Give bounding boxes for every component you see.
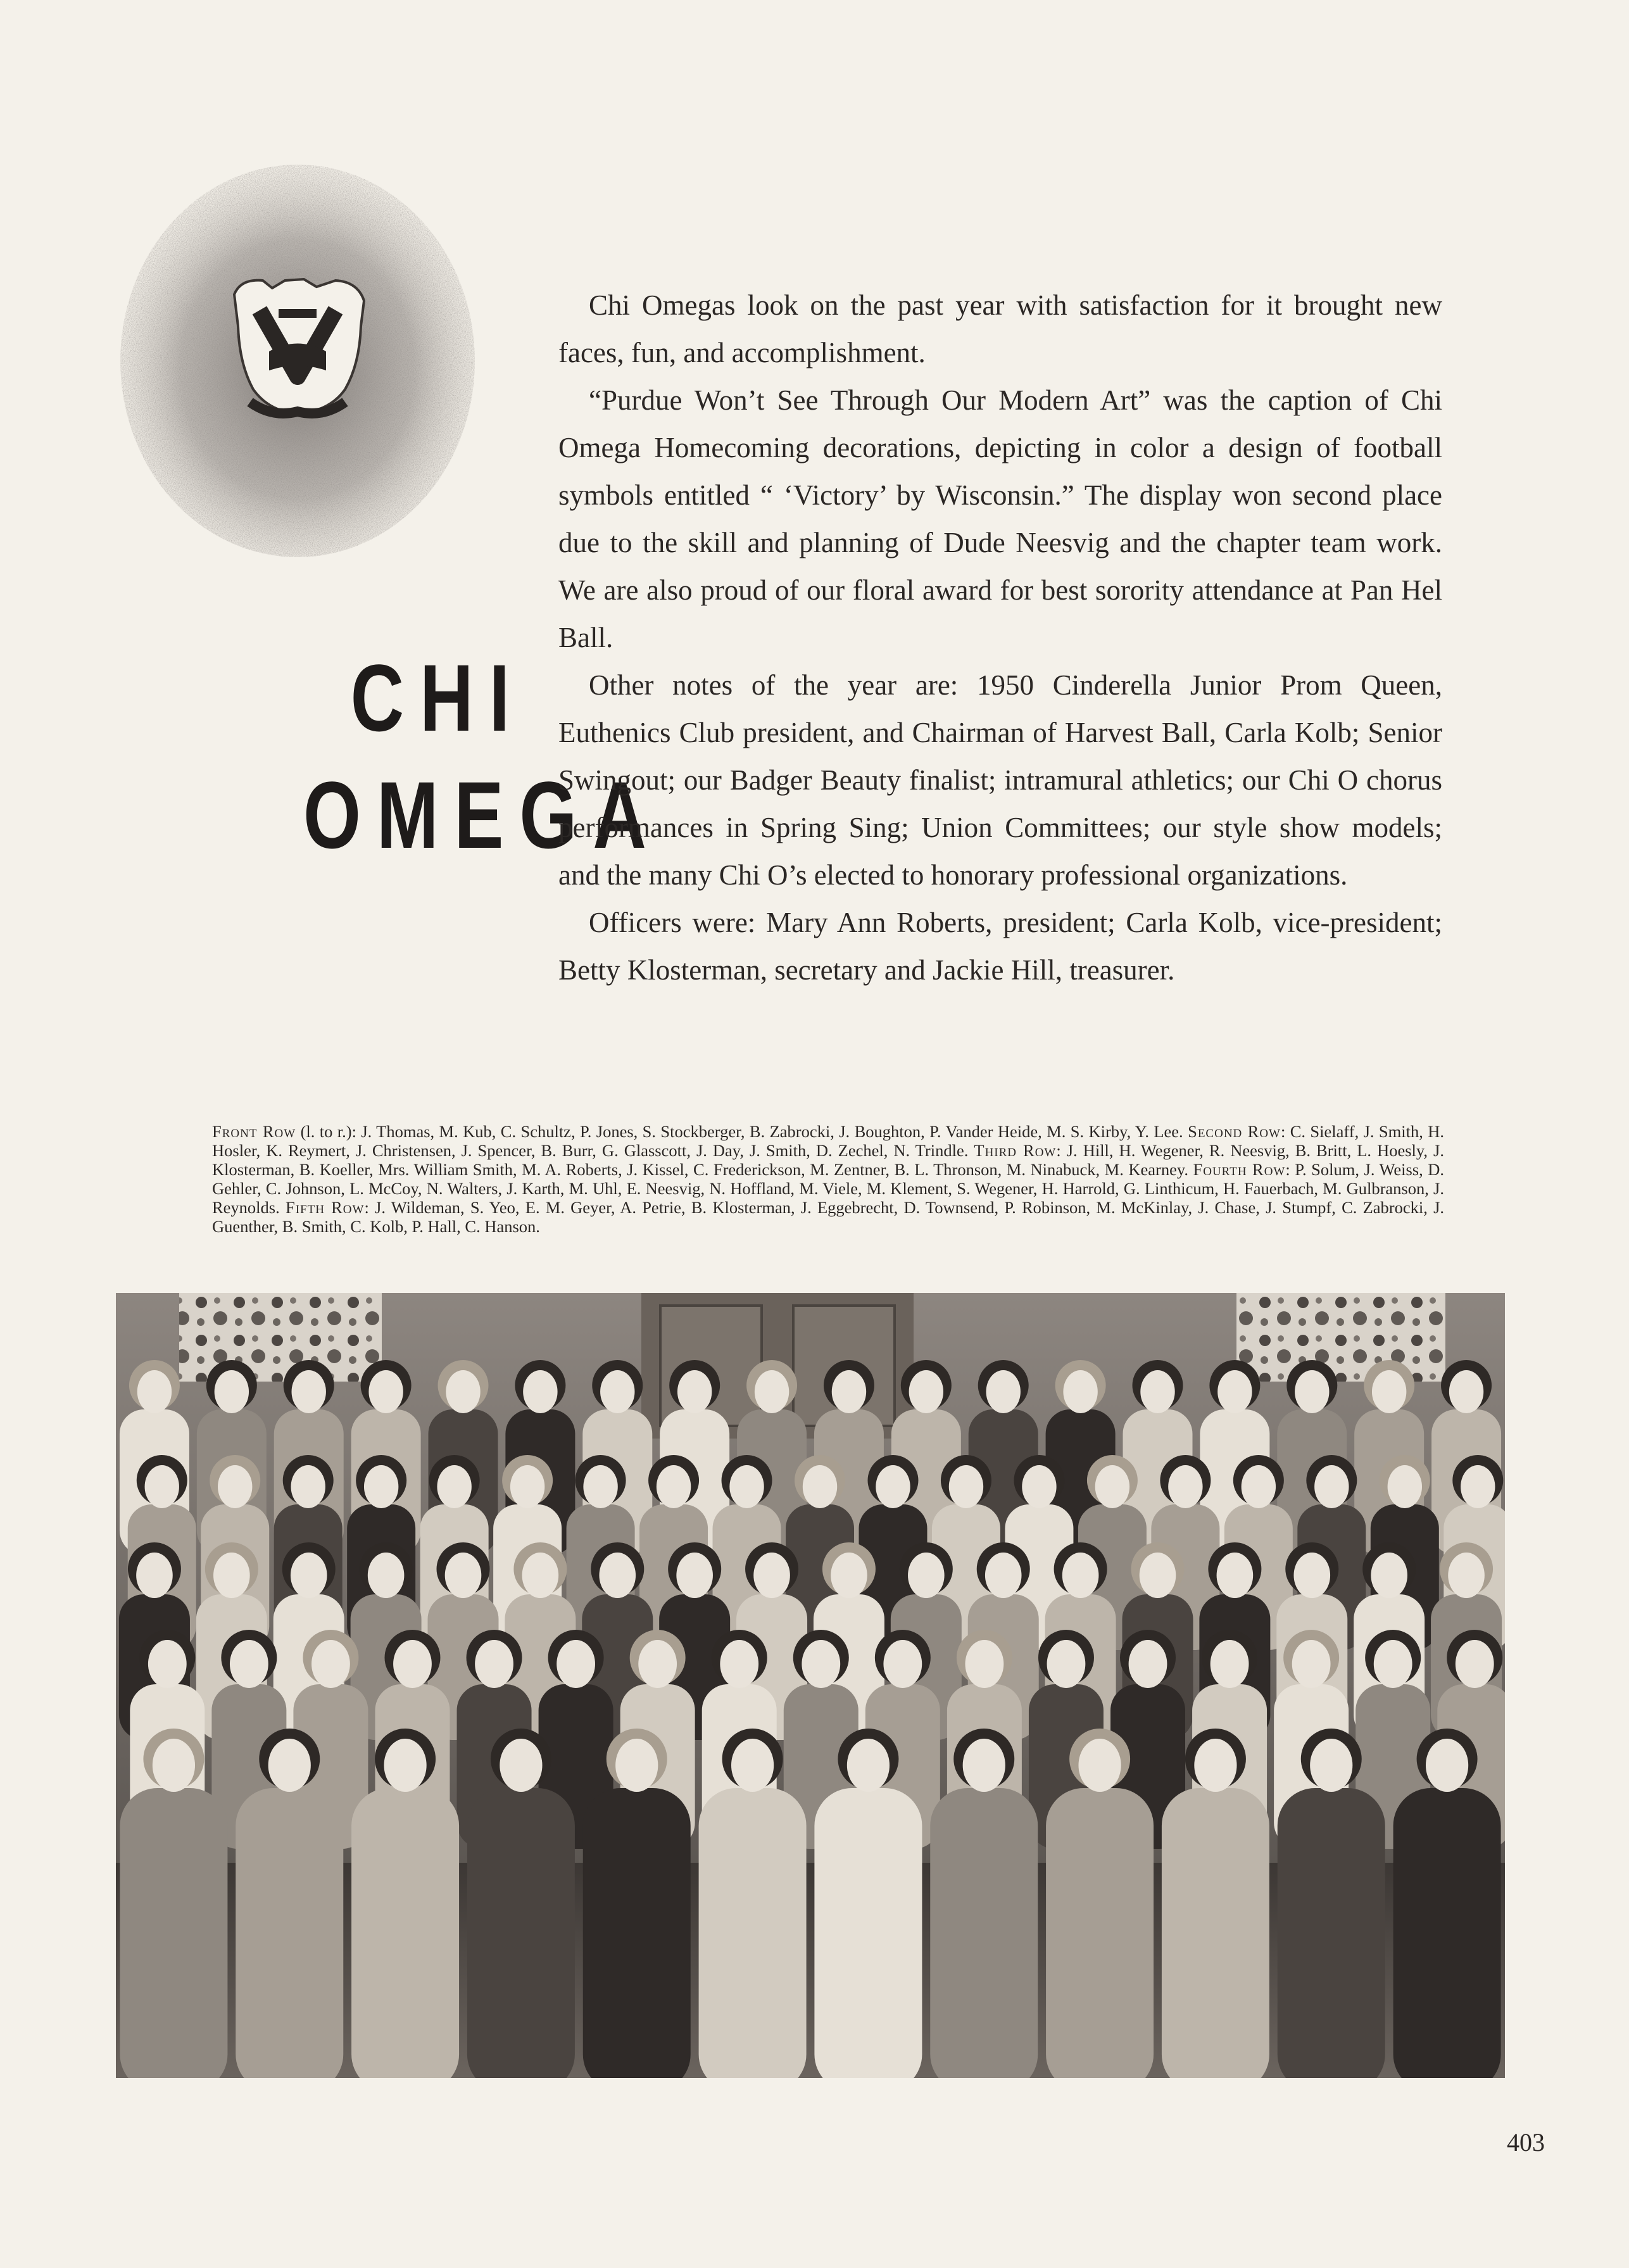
person-face	[1293, 1553, 1330, 1598]
person-face	[1022, 1465, 1056, 1508]
person-face	[523, 1370, 557, 1413]
person-face	[1217, 1370, 1252, 1413]
person-face	[1456, 1640, 1494, 1688]
person-face	[1140, 1553, 1176, 1598]
page-number: 403	[1507, 2128, 1545, 2157]
person-face	[522, 1553, 559, 1598]
third-row-names: : J. Hill, H. Wegener, R. Neesvig, B. Britt, L. Hoesly, J. Klosterman, B. Koeller, Mrs. William Smith, M. A. Roberts, J. Kissel, C. Frederickson, M. Zentner, B. L. Thronson, M. Ninabuck, M. Kearney.	[212, 1141, 1444, 1179]
person-face	[1374, 1640, 1412, 1688]
person-face	[753, 1553, 790, 1598]
person-face	[1063, 1370, 1097, 1413]
group-photo-image	[116, 1293, 1505, 2078]
person-face	[368, 1553, 405, 1598]
person-face	[720, 1640, 758, 1688]
person-face	[136, 1553, 173, 1598]
person-body	[583, 1788, 691, 2078]
person-face	[1095, 1465, 1129, 1508]
chi-omega-crest-illustration	[114, 146, 481, 564]
title-line-chi: CHI	[350, 645, 525, 751]
person-face	[908, 1553, 945, 1598]
person-face	[1211, 1640, 1249, 1688]
person-face	[145, 1465, 179, 1508]
person-body	[1046, 1788, 1154, 2078]
person-face	[1217, 1553, 1254, 1598]
person-face	[364, 1465, 398, 1508]
body-paragraph: “Purdue Won’t See Through Our Modern Art” was the caption of Chi Omega Homecoming decorations, depicting in color a design of football symbols entitled “ ‘Victory’ by Wisconsin.” The display won second place due to the skill and planning of Dude Neesvig and the chapter team work. We are also proud of our floral award for best sorority attendance at Pan Hel Ball.	[558, 384, 1442, 653]
fifth-row-label: Fifth Row	[285, 1198, 365, 1217]
person-face	[1314, 1465, 1349, 1508]
person-face	[213, 1553, 250, 1598]
title-line-omega: OMEGA	[303, 762, 662, 868]
person-face	[883, 1640, 922, 1688]
person-face	[963, 1739, 1005, 1792]
body-text	[558, 282, 1442, 994]
person-face	[1372, 1370, 1406, 1413]
person-face	[677, 1370, 712, 1413]
person-body	[120, 1788, 227, 2078]
person-face	[1448, 1553, 1485, 1598]
person-face	[729, 1465, 764, 1508]
person-face	[557, 1640, 595, 1688]
person-face	[985, 1553, 1022, 1598]
person-face	[1449, 1370, 1483, 1413]
person-face	[615, 1739, 658, 1792]
person-face	[832, 1370, 866, 1413]
body-paragraph: Chi Omegas look on the past year with satisfaction for it brought new faces, fun, and accomplishment.	[558, 289, 1442, 369]
person-face	[1310, 1739, 1352, 1792]
person-face	[268, 1739, 311, 1792]
person-face	[1062, 1553, 1099, 1598]
person-face	[802, 1640, 840, 1688]
person-body	[699, 1788, 807, 2078]
person-face	[500, 1739, 542, 1792]
photo-caption-roster	[212, 1122, 1444, 1236]
fifth-row-names: : J. Wildeman, S. Yeo, E. M. Geyer, A. Petrie, B. Klosterman, J. Eggebrecht, D. Townsend, P. Robinson, M. McKinlay, J. Chase, J. Stumpf, C. Zabrocki, J. Guenther, B. Smith, C. Kolb, P. Hall, C. Hanson.	[212, 1198, 1445, 1236]
page-title	[303, 639, 662, 874]
person-face	[1194, 1739, 1236, 1792]
person-face	[393, 1640, 432, 1688]
person-face	[1140, 1370, 1174, 1413]
person-face	[437, 1465, 471, 1508]
person-face	[986, 1370, 1021, 1413]
person-face	[657, 1465, 691, 1508]
person-face	[148, 1640, 187, 1688]
person-face	[446, 1370, 480, 1413]
person-body	[814, 1788, 922, 2078]
person-body	[1278, 1788, 1385, 2078]
person-face	[384, 1739, 426, 1792]
person-body	[351, 1788, 459, 2078]
person-body	[467, 1788, 575, 2078]
person-face	[1129, 1640, 1167, 1688]
person-face	[1292, 1640, 1331, 1688]
person-face	[475, 1640, 513, 1688]
person-face	[292, 1370, 326, 1413]
person-face	[755, 1370, 789, 1413]
person-face	[510, 1465, 544, 1508]
person-face	[1461, 1465, 1495, 1508]
second-row-label: Second Row	[1188, 1122, 1281, 1141]
person-face	[137, 1370, 172, 1413]
second-row-names: : C. Sielaff, J. Smith, H. Hosler, K. Reymert, J. Christensen, J. Spencer, B. Burr, G. Glasscott, J. Day, J. Smith, D. Zechel, N. Trindle.	[212, 1122, 1445, 1160]
person-face	[1388, 1465, 1422, 1508]
person-face	[1168, 1465, 1202, 1508]
fourth-row-names: : P. Solum, J. Weiss, D. Gehler, C. Johnson, L. McCoy, N. Walters, J. Karth, M. Uhl, E. Neesvig, N. Hoffland, M. Viele, M. Klement, S. Wegener, H. Harrold, G. Linthicum, H. Fauerbach, M. Gulbranson, J. Reynolds.	[212, 1160, 1444, 1217]
person-face	[230, 1640, 268, 1688]
person-face	[215, 1370, 249, 1413]
person-face	[1426, 1739, 1468, 1792]
person-face	[291, 1465, 325, 1508]
person-face	[731, 1739, 774, 1792]
person-face	[291, 1553, 327, 1598]
person-face	[583, 1465, 617, 1508]
person-face	[1371, 1553, 1407, 1598]
person-face	[1295, 1370, 1329, 1413]
person-face	[847, 1739, 890, 1792]
person-face	[876, 1465, 910, 1508]
person-face	[599, 1553, 636, 1598]
front-row-names: (l. to r.): J. Thomas, M. Kub, C. Schultz, P. Jones, S. Stockberger, B. Zabrocki, J. Boughton, P. Vander Heide, M. S. Kirby, Y. Lee.	[296, 1122, 1183, 1141]
person-face	[1078, 1739, 1121, 1792]
third-row-label: Third Row	[974, 1141, 1057, 1160]
person-body	[1162, 1788, 1269, 2078]
person-face	[445, 1553, 482, 1598]
person-face	[638, 1640, 677, 1688]
person-face	[311, 1640, 350, 1688]
person-face	[831, 1553, 867, 1598]
person-face	[803, 1465, 837, 1508]
person-face	[1242, 1465, 1276, 1508]
person-body	[236, 1788, 343, 2078]
person-face	[368, 1370, 403, 1413]
person-face	[965, 1640, 1003, 1688]
group-photograph	[116, 1293, 1505, 2078]
person-face	[600, 1370, 634, 1413]
person-face	[949, 1465, 983, 1508]
person-face	[218, 1465, 252, 1508]
crest-icon	[114, 146, 481, 564]
person-face	[676, 1553, 713, 1598]
person-body	[1393, 1788, 1501, 2078]
fourth-row-label: Fourth Row	[1193, 1160, 1286, 1179]
person-face	[1047, 1640, 1086, 1688]
person-body	[930, 1788, 1038, 2078]
body-paragraph: Other notes of the year are: 1950 Cinderella Junior Prom Queen, Euthenics Club president, and Chairman of Harvest Ball, Carla Kolb; Senior Swingout; our Badger Beauty finalist; intramural athletics; our Chi O chorus performances in Spring Sing; Union Committees; our style show models; and the many Chi O’s elected to honorary professional organizations.	[558, 669, 1442, 891]
roster-text	[212, 1122, 1444, 1236]
person-face	[909, 1370, 943, 1413]
body-paragraph: Officers were: Mary Ann Roberts, president; Carla Kolb, vice-president; Betty Klosterman, secretary and Jackie Hill, treasurer.	[558, 907, 1442, 986]
front-row-label: Front Row	[212, 1122, 296, 1141]
person-face	[153, 1739, 195, 1792]
